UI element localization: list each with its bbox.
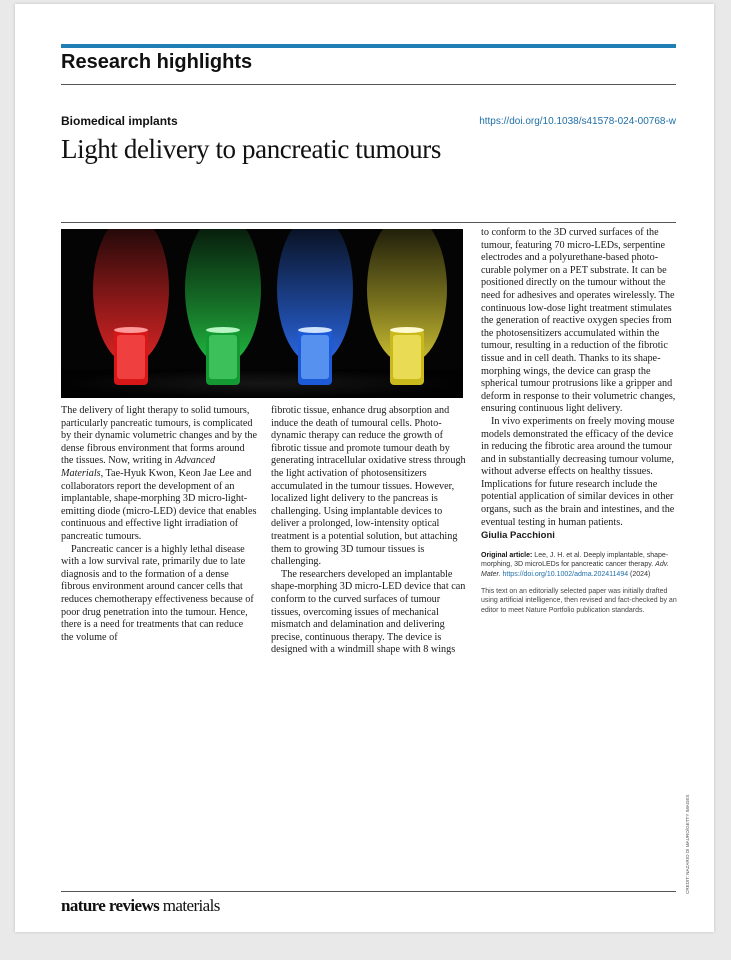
led-vials-image [61,229,463,398]
header-divider [61,84,676,85]
body-column-1 [61,405,258,644]
reference-journal: Adv. Mater. [481,561,669,579]
paragraph: The researchers developed an implantable shape-morphing 3D micro-LED device that can conform to the curved surfaces of tumour tissues, overcoming issues of mechanical mismatch and delamination and delivering precise, continuous therapy. The device is designed with a windmill shape with 8 wings [271,568,466,656]
journal-name: Advanced Materials [61,455,216,479]
ai-disclosure-note: This text on an editorially selected paper was initially drafted using artificial intelligence, then revised and fact-checked by an editor to meet Nature Portfolio publication standards. [481,587,677,614]
accent-bar [61,44,676,48]
doi-link[interactable]: https://doi.org/10.1038/s41578-024-00768-w [479,116,676,127]
paragraph: to conform to the 3D curved surfaces of the tumour, featuring 70 micro-LEDs, serpentine electrodes and a polyurethane-based photocurable polymer on a PET substrate. It can be positioned directly on the tumour without the need for adhesives and operates wirelessly. The continuous low-dose light treatment stimulates the generation of reactive oxygen species from the photosensitizers accumulated within the tumour, resulting in a reduction of the fibrotic tissue and in cell death. Thanks to its shape-morphing wings, the device can grasp the spherical tumour protrusions like a gripper and deform in response to their volumetric changes, ensuring continuous light delivery. [481,227,676,415]
reference-year: (2024) [628,571,651,579]
journal-logo-bold: nature reviews [61,896,160,915]
paragraph: fibrotic tissue, enhance drug absorption and induce the death of tumoural cells. Photodynamic therapy can reduce the growth of fibrotic tissue and promote tumour death by generating intracellular oxidative stress through the light activation of photosensitizers accumulated in the tumour tissues. However, localized light delivery to the pancreas is challenging. Using implantable devices to deliver a prolonged, low-intensity optical treatment is a potential solution, but attaching them to growing 3D tumour tissues is challenging. [271,405,466,568]
article-headline: Light delivery to pancreatic tumours [61,134,441,164]
section-title: Research highlights [61,51,253,73]
article-photo [61,229,463,398]
vial-blue [298,327,332,385]
body-column-3 [481,227,678,615]
paragraph: Pancreatic cancer is a highly lethal disease with a low survival rate, primarily due to late diagnosis and to the formation of a dense fibrous environment around cancer cells that reduces chemotherapy effectiveness because of poor drug penetration into the tumour. Hence, there is a need for treatments that can reduce the volume of [61,543,254,643]
category-label: Biomedical implants [61,114,178,128]
page [15,4,714,932]
column-3-divider [481,222,676,223]
reference-label: Original article: [481,551,533,559]
reference-text: Lee, J. H. et al. Deeply implantable, shape-morphing, 3D microLEDs for pancreatic cancer therapy. [481,551,669,569]
journal-logo-light: materials [159,896,220,915]
body-column-2 [271,405,468,657]
paragraph-text: The delivery of light therapy to solid tumours, particularly pancreatic tumours, is complicated by their dynamic volumetric changes and by the dense fibrous environment that forms around the tissues. Now, writing in [61,405,258,467]
reference-doi-link[interactable]: https://doi.org/10.1002/adma.202411494 [500,571,629,579]
paragraph-intro [61,405,258,544]
footer-divider [61,891,676,892]
vial-yellow [390,327,424,385]
journal-logo [61,896,220,916]
image-credit: CREDIT: NAZARIO DI MAURO/GETTY IMAGES [685,794,690,894]
paragraph-text: , Tae-Hyuk Kwon, Keon Jae Lee and collaborators report the development of an implantable, shape-morphing 3D micro-light-emitting diode (micro-LED) device that enables continuous and effective light irradiation of pancreatic tumours. [61,467,257,542]
vial-red [114,327,148,385]
author-name: Giulia Pacchioni [481,530,555,542]
paragraph: In vivo experiments on freely moving mouse models demonstrated the efficacy of the device in reducing the fibrotic area around the tumour and in substantially decreasing tumour volume, without adverse effects on healthy tissues. Implications for future research include the potential application of similar devices in other organs, such as the brain and intestines, and the eventual testing in human patients. [481,415,675,528]
original-article-reference [481,551,678,580]
vial-green [206,327,240,385]
